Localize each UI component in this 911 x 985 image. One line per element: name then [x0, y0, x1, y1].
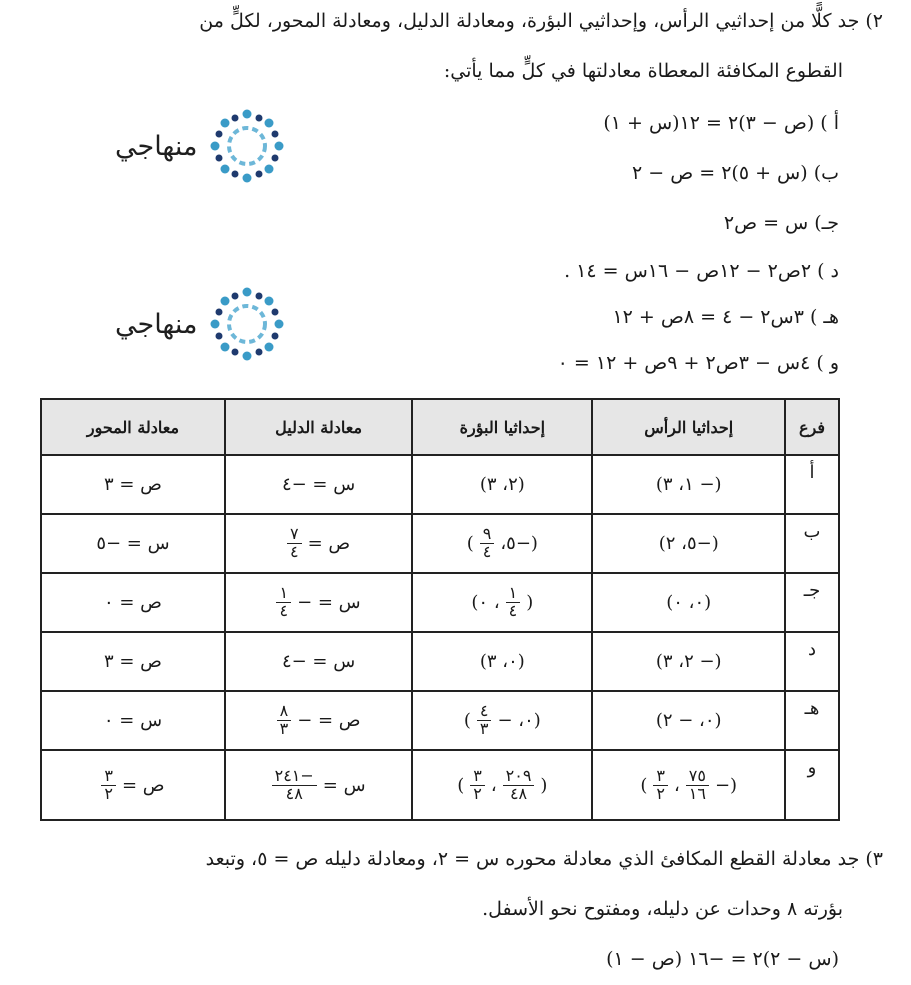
axis-cell: ص = ٠	[41, 573, 225, 632]
axis-prefix: ص =	[121, 774, 165, 796]
table-row	[41, 632, 839, 691]
item-e: هـ ) ٣س٢ − ٤ = ٨ص + ١٢	[612, 306, 839, 328]
fraction: $\frac{٤}{٣}$	[477, 703, 492, 738]
focus-suffix: )	[457, 774, 465, 796]
question-3-line1: ٣) جد معادلة القطع المكافئ الذي معادلة محوره س = ٢، ومعادلة دليله ص = ٥، وتبعد	[205, 848, 883, 870]
focus-prefix: (	[526, 592, 534, 613]
fraction: $\frac{١}{٤}$	[506, 585, 521, 620]
item-f: و ) ٤س − ٣ص٢ + ٩ص + ١٢ = ٠	[557, 352, 839, 374]
question-3-answer: (س − ٢)٢ = −١٦ (ص − ١)	[606, 948, 839, 970]
comma: ،	[673, 774, 680, 796]
table-row	[41, 573, 839, 632]
vertex-cell: (− ٢، ٣)	[592, 632, 785, 691]
question-2-line1: ٢) جد كلًّا من إحداثيي الرأس، وإحداثيي البؤرة، ومعادلة الدليل، ومعادلة المحور، لكلٍّ من	[199, 10, 883, 32]
answers-table	[40, 398, 840, 821]
row-label: أ	[785, 455, 839, 514]
item-d: د ) ٢ص٢ − ١٢ص − ١٦س = ١٤ .	[564, 260, 839, 282]
focus-cell	[412, 573, 592, 632]
focus-suffix: ، ٠)	[471, 592, 500, 613]
focus-cell: (٠، ٣)	[412, 632, 592, 691]
directrix-prefix: س =	[322, 774, 366, 796]
directrix-cell: س = −٤	[225, 632, 412, 691]
directrix-cell	[225, 573, 412, 632]
axis-cell: ص = ٣	[41, 632, 225, 691]
row-label: و	[785, 750, 839, 820]
fraction: $\frac{-٢٤١}{٤٨}$	[272, 768, 317, 803]
axis-cell	[41, 750, 225, 820]
row-label: هـ	[785, 691, 839, 750]
focus-cell: (٢، ٣)	[412, 455, 592, 514]
item-c: جـ) س = ص٢	[723, 212, 839, 234]
vertex-cell: (٠، − ٢)	[592, 691, 785, 750]
header-focus: إحداثيا البؤرة	[412, 399, 592, 455]
item-a: أ ) (ص − ٣)٢ = ١٢(س + ١)	[603, 112, 839, 134]
question-2-line2: القطوع المكافئة المعطاة معادلتها في كلٍّ مما يأتي:	[443, 60, 843, 82]
header-branch: فرع	[785, 399, 839, 455]
table-row	[41, 455, 839, 514]
axis-cell: ص = ٣	[41, 455, 225, 514]
fraction: $\frac{٣}{٢}$	[653, 768, 668, 803]
fraction: $\frac{٧٥}{١٦}$	[686, 768, 709, 803]
focus-cell	[412, 691, 592, 750]
directrix-cell	[225, 750, 412, 820]
directrix-cell	[225, 691, 412, 750]
axis-cell: س = −٥	[41, 514, 225, 573]
vertex-prefix: (−	[714, 774, 738, 796]
vertex-cell	[592, 750, 785, 820]
logo-text: منهاجي	[115, 130, 198, 162]
logo-ring-icon	[207, 284, 287, 364]
logo-text: منهاجي	[115, 308, 198, 340]
vertex-cell: (− ١، ٣)	[592, 455, 785, 514]
directrix-cell: س = −٤	[225, 455, 412, 514]
axis-cell: س = ٠	[41, 691, 225, 750]
fraction: $\frac{٧}{٤}$	[287, 526, 302, 561]
header-directrix: معادلة الدليل	[225, 399, 412, 455]
focus-suffix: )	[466, 533, 474, 554]
fraction: $\frac{٨}{٣}$	[277, 703, 292, 738]
fraction: $\frac{٢٠٩}{٤٨}$	[503, 768, 535, 803]
table-row	[41, 514, 839, 573]
item-b: ب) (س + ٥)٢ = ص − ٢	[632, 162, 839, 184]
row-label: د	[785, 632, 839, 691]
fraction: $\frac{١}{٤}$	[276, 585, 291, 620]
vertex-cell: (−٥، ٢)	[592, 514, 785, 573]
fraction: $\frac{٣}{٢}$	[101, 768, 116, 803]
focus-prefix: (−٥،	[500, 533, 538, 554]
header-vertex: إحداثيا الرأس	[592, 399, 785, 455]
table-row	[41, 691, 839, 750]
vertex-suffix: )	[640, 774, 648, 796]
logo-2	[115, 284, 287, 364]
directrix-cell	[225, 514, 412, 573]
logo-1	[115, 106, 287, 186]
fraction: $\frac{٩}{٤}$	[480, 526, 495, 561]
question-3-line2: بؤرته ٨ وحدات عن دليله، ومفتوح نحو الأسفل.	[482, 898, 843, 920]
directrix-prefix: ص =	[307, 533, 351, 554]
fraction: $\frac{٣}{٢}$	[470, 768, 485, 803]
focus-cell	[412, 514, 592, 573]
header-axis: معادلة المحور	[41, 399, 225, 455]
table-row	[41, 750, 839, 820]
focus-prefix: (	[540, 774, 548, 796]
focus-prefix: (٠، −	[497, 710, 541, 731]
logo-ring-icon	[207, 106, 287, 186]
comma: ،	[490, 774, 497, 796]
row-label: ب	[785, 514, 839, 573]
focus-cell	[412, 750, 592, 820]
directrix-prefix: ص = −	[297, 710, 361, 731]
focus-suffix: )	[463, 710, 471, 731]
vertex-cell: (٠، ٠)	[592, 573, 785, 632]
row-label: جـ	[785, 573, 839, 632]
table-header-row	[41, 399, 839, 455]
directrix-prefix: س = −	[297, 592, 361, 613]
